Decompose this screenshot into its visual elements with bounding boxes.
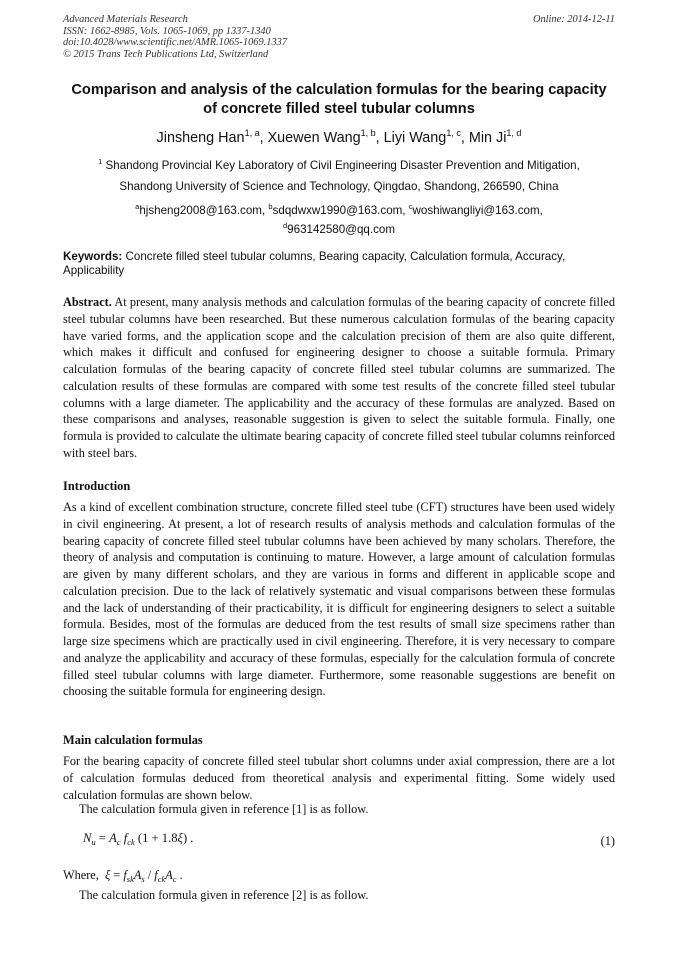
keywords-text: Concrete filled steel tubular columns, Bearing capacity, Calculation formula, Accuracy, Applicability (63, 250, 566, 277)
email-link[interactable]: woshiwangliyi@163.com, (412, 204, 543, 217)
journal-header (63, 14, 615, 60)
author-list: Jinsheng Han$^{1, a}$, Xuewen Wang$^{1, b}$, Liyi Wang$^{1, c}$, Min Ji$^{1, d}$ (156, 128, 522, 146)
affiliation-line-1 (60, 157, 618, 172)
email-link[interactable]: hjsheng2008@163.com, (139, 204, 266, 217)
affiliation-marker: 1 (98, 157, 103, 166)
reference-1-intro: The calculation formula given in reference [1] is as follow. (79, 802, 369, 816)
where-label: Where, (63, 868, 99, 882)
section-heading-main-formulas: Main calculation formulas (63, 733, 203, 747)
email-sup: d (283, 221, 288, 230)
abstract-label: Abstract. (63, 295, 112, 309)
email-sup: a (135, 202, 140, 211)
keywords (63, 250, 615, 277)
main-formulas-paragraph: For the bearing capacity of concrete filled steel tubular short columns under axial compression, there are a lot of calculation formulas deduced from theoretical analysis and experimental fitting. Some widely used calculation formulas are shown below. (63, 754, 615, 802)
email-sup: b (268, 202, 273, 211)
author-name: Jinsheng Han (156, 130, 245, 146)
affiliation-text-1: Shandong Provincial Key Laboratory of Civil Engineering Disaster Prevention and Mitigation, (105, 159, 580, 172)
author-sup: 1, c (446, 128, 461, 138)
doi-line: doi:10.4028/www.scientific.net/AMR.1065-1069.1337 (63, 37, 288, 49)
introduction-paragraph: As a kind of excellent combination structure, concrete filled steel tube (CFT) structures have been used widely in civil engineering. At present, a lot of research results of analysis methods and calculation formulas of the bearing capacity of concrete filled steel tubular columns have been achieved by many scholars. Therefore, the theory of analysis and computation is continuing to mature. However, a large amount of calculation formulas are given by many different scholars, and they are various in forms and different in applicable scope and calculation precision. Due to the lack of relatively systematic and visual comparisons between these formulas and the lack of understanding of their practicability, it is difficult for engineering designers to select a suitable formula. Besides, most of the formulas are deduced from the test results of small size specimens rather than large size specimens which are practically used in civil engineering. Therefore, it is very necessary to compare and analyze the applicability and accuracy of these formulas, especially for the calculation formula of concrete filled steel tubular columns with large diameter. Furthermore, some reasonable suggestions are benefit on choosing the suitable formula for engineering design. (63, 500, 615, 699)
online-date: Online: 2014-12-11 (532, 14, 615, 25)
paper-title: Comparison and analysis of the calculation formulas for the bearing capacity of concrete filled steel tubular columns (71, 82, 607, 117)
equation-1: $N_u = A_c$ $f_{ck}$ (1 + 1.8ξ) . (83, 831, 194, 847)
copyright-line: © 2015 Trans Tech Publications Ltd, Switzerland (63, 48, 269, 60)
where-line: Where, $\xi = f_{sk}A_s / f_{ck}A_c$ . (63, 868, 183, 884)
journal-name: Advanced Materials Research (63, 14, 188, 25)
author-name: Liyi Wang (383, 130, 447, 146)
section-heading-introduction: Introduction (63, 479, 131, 493)
email-list (85, 199, 593, 237)
email-link[interactable]: 963142580@qq.com (287, 223, 395, 236)
author-name: Xuewen Wang (267, 130, 361, 146)
affiliation-line-2: Shandong University of Science and Technology, Qingdao, Shandong, 266590, China (119, 180, 559, 193)
email-sup: c (408, 202, 413, 211)
email-link[interactable]: sdqdwxw1990@163.com, (272, 204, 406, 217)
abstract-text: At present, many analysis methods and calculation formulas of the bearing capacity of concrete filled steel tubular columns have been researched. But these numerous calculation formulas of the bearing capacity have varied forms, and the application scope and the calculation precision of them are also quite different, which makes it difficult and confused for engineering designer to choose a suitable formula. Primary calculation formulas of the bearing capacity of concrete filled steel tubular columns are summarized. The calculation results of these formulas are compared with some test results of the concrete filled steel tubular columns with a large diameter. The applicability and the accuracy of these formulas are analyzed. Based on these comparisons and analyses, reasonable suggestion is given to select the suitable formula. Finally, one formula is provided to calculate the ultimate bearing capacity of concrete filled steel tubular columns reinforced with steel bars. (63, 295, 615, 460)
abstract (63, 294, 615, 462)
reference-2-intro: The calculation formula given in reference [2] is as follow. (79, 888, 369, 902)
keywords-label: Keywords: (63, 250, 123, 263)
author-name: Min Ji (468, 130, 507, 146)
author-sup: 1, a (244, 128, 260, 138)
issn-line: ISSN: 1662-8985, Vols. 1065-1069, pp 1337-1340 (63, 25, 271, 37)
author-sup: 1, b (360, 128, 376, 138)
equation-number: (1) (600, 834, 615, 848)
author-sup: 1, d (506, 128, 522, 138)
